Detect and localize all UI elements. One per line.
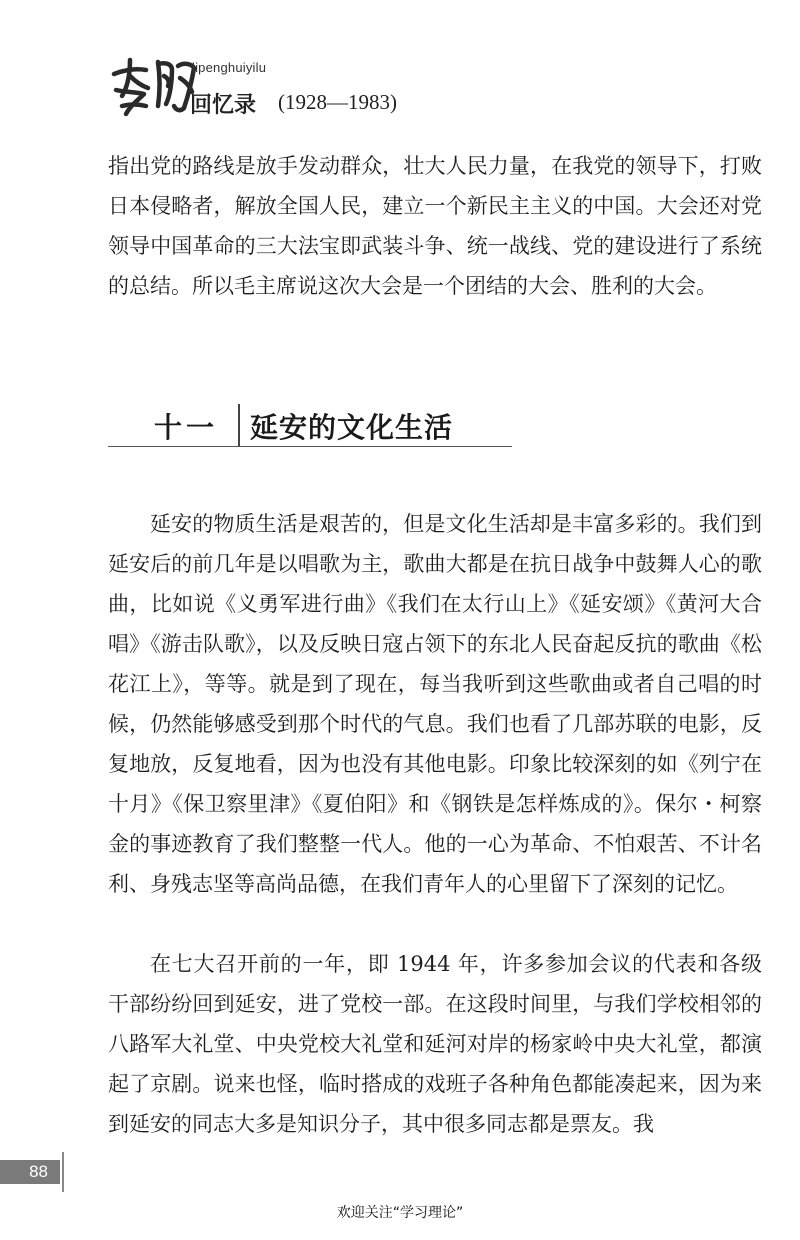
section-divider: [238, 404, 240, 446]
paragraph-1: 指出党的路线是放手发动群众，壮大人民力量，在我党的领导下，打败日本侵略者，解放全国人民，建立一个新民主主义的中国。大会还对党领导中国革命的三大法宝即武装斗争、统一战线、党的建设进行了系统的总结。所以毛主席说这次大会是一个团结的大会、胜利的大会。: [108, 154, 762, 298]
book-years: (1928—1983): [278, 90, 397, 114]
book-title: 回忆录: [190, 93, 257, 118]
header-pinyin: lipenghuiyilu: [192, 60, 267, 75]
page-number-rule: [62, 1152, 64, 1192]
paragraph-2: 延安的物质生活是艰苦的，但是文化生活却是丰富多彩的。我们到延安后的前几年是以唱歌为主，歌曲大都是在抗日战争中鼓舞人心的歌曲，比如说《义勇军进行曲》《我们在太行山上》《延安颂》《黄河大合唱》《游击队歌》，以及反映日寇占领下的东北人民奋起反抗的歌曲《松花江上》，等等。就是到了现在，每当我听到这些歌曲或者自己唱的时候，仍然能够感受到那个时代的气息。我们也看了几部苏联的电影，反复地放，反复地看，因为也没有其他电影。印象比较深刻的如《列宁在十月》《保卫察里津》《夏伯阳》和《钢铁是怎样炼成的》。保尔・柯察金的事迹教育了我们整整一代人。他的一心为革命、不怕艰苦、不计名利、身残志坚等高尚品德，在我们青年人的心里留下了深刻的记忆。: [108, 512, 762, 896]
paragraph-3: 在七大召开前的一年，即 1944 年，许多参加会议的代表和各级干部纷纷回到延安，进了党校一部。在这段时间里，与我们学校相邻的八路军大礼堂、中央党校大礼堂和延河对岸的杨家岭中央大礼堂，都演起了京剧。说来也怪，临时搭成的戏班子各种角色都能凑起来，因为来到延安的同志大多是知识分子，其中很多同志都是票友。我: [108, 952, 762, 1136]
section-title: 延安的文化生活: [250, 411, 454, 444]
section-number: 十一: [154, 411, 219, 444]
section-heading: [108, 396, 512, 447]
calligraphy-logo: [108, 52, 200, 122]
footer-note: 欢迎关注“学习理论”: [336, 1205, 464, 1221]
page-number: 88: [0, 1160, 60, 1184]
